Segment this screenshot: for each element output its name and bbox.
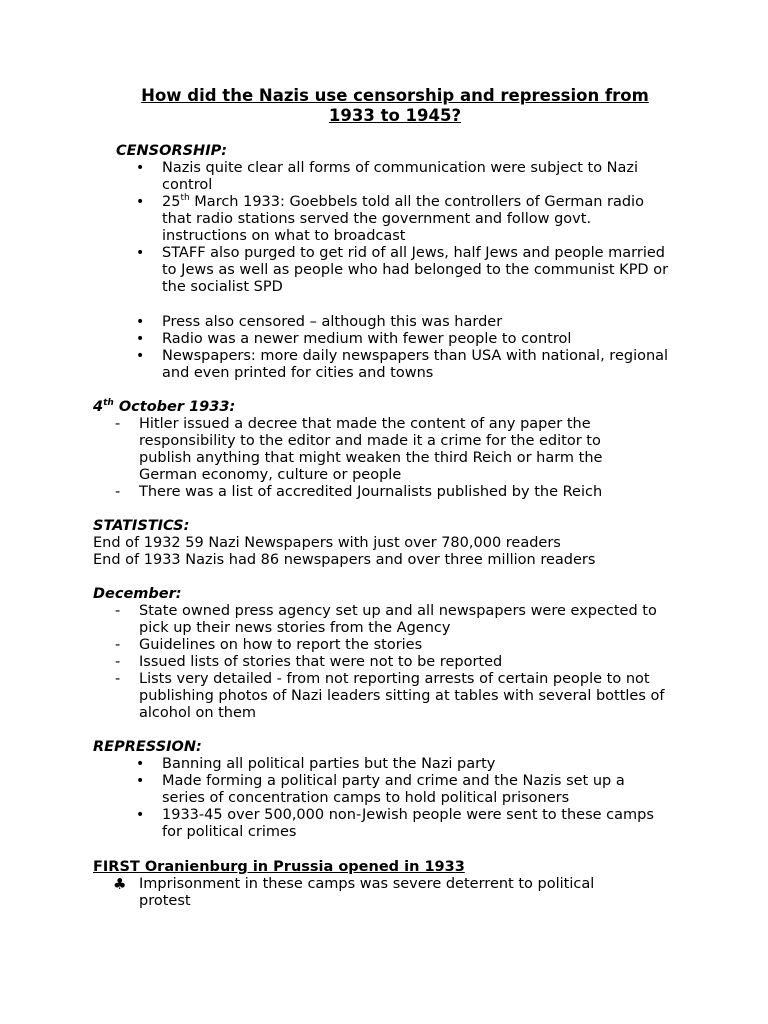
- dash-marker: -: [115, 671, 121, 687]
- list-item: • 1933-45 over 500,000 non-Jewish people were sent to these camps for political crimes: [136, 807, 654, 840]
- statistics-line-2: End of 1933 Nazis had 86 newspapers and over three million readers: [93, 552, 596, 568]
- document-title: [93, 86, 697, 126]
- club-icon: ♣: [113, 875, 127, 893]
- list-item: ♣ Imprisonment in these camps was severe deterrent to political protest: [113, 875, 595, 909]
- repression-bullets: [136, 756, 666, 841]
- bullet-icon: •: [136, 773, 145, 789]
- censorship-heading: CENSORSHIP:: [116, 143, 228, 159]
- censorship-bullets-b: [136, 314, 676, 382]
- october-list: [113, 416, 643, 501]
- list-item: • 25th March 1933: Goebbels told all the controllers of German radio that radio stations served the government and follow govt. instructions on what to broadcast: [136, 193, 644, 244]
- december-list: [113, 603, 678, 722]
- bullet-icon: •: [136, 331, 145, 347]
- bullet-icon: •: [136, 807, 145, 823]
- list-item: • STAFF also purged to get rid of all Jews, half Jews and people married to Jews as well as people who had belonged to the communist KPD or the socialist SPD: [136, 245, 669, 295]
- dash-marker: -: [115, 637, 121, 653]
- bullet-icon: •: [136, 314, 145, 330]
- list-item: • Banning all political parties but the Nazi party: [136, 756, 496, 772]
- censorship-bullets-a: [136, 160, 676, 296]
- title-line-1: How did the Nazis use censorship and repression from: [141, 86, 649, 105]
- oranienburg-list: [113, 876, 643, 910]
- statistics-heading: STATISTICS:: [93, 518, 190, 534]
- list-item: - State owned press agency set up and all newspapers were expected to pick up their news stories from the Agency: [115, 603, 657, 636]
- title-line-2: 1933 to 1945?: [328, 106, 462, 125]
- bullet-icon: •: [136, 756, 145, 772]
- repression-heading: REPRESSION:: [93, 739, 202, 755]
- dash-marker: -: [115, 603, 121, 619]
- bullet-icon: •: [136, 245, 145, 261]
- december-heading: December:: [93, 586, 182, 602]
- list-item: • Radio was a newer medium with fewer people to control: [136, 331, 572, 347]
- statistics-line-1: End of 1932 59 Nazi Newspapers with just over 780,000 readers: [93, 535, 561, 551]
- dash-marker: -: [115, 654, 121, 670]
- dash-marker: -: [115, 484, 121, 500]
- list-item: • Made forming a political party and crime and the Nazis set up a series of concentration camps to hold political prisoners: [136, 773, 625, 806]
- list-item: • Nazis quite clear all forms of communication were subject to Nazi control: [136, 160, 639, 193]
- list-item: - There was a list of accredited Journalists published by the Reich: [115, 484, 603, 500]
- list-item: • Press also censored – although this was harder: [136, 314, 503, 330]
- list-item: - Issued lists of stories that were not to be reported: [115, 654, 503, 670]
- dash-marker: -: [115, 416, 121, 432]
- bullet-icon: •: [136, 348, 145, 364]
- list-item: - Guidelines on how to report the stories: [115, 637, 423, 653]
- bullet-icon: •: [136, 194, 145, 210]
- list-item: • Newspapers: more daily newspapers than USA with national, regional and even printed for cities and towns: [136, 348, 669, 381]
- list-item: - Lists very detailed - from not reporting arrests of certain people to not publishing photos of Nazi leaders sitting at tables with several bottles of alcohol on them: [115, 671, 665, 721]
- october-heading: 4th October 1933:: [93, 398, 236, 415]
- list-item: - Hitler issued a decree that made the content of any paper the responsibility to the editor and made it a crime for the editor to publish anything that might weaken the third Reich or harm the German economy, culture or people: [115, 416, 603, 483]
- oranienburg-heading: FIRST Oranienburg in Prussia opened in 1933: [93, 859, 465, 875]
- bullet-icon: •: [136, 160, 145, 176]
